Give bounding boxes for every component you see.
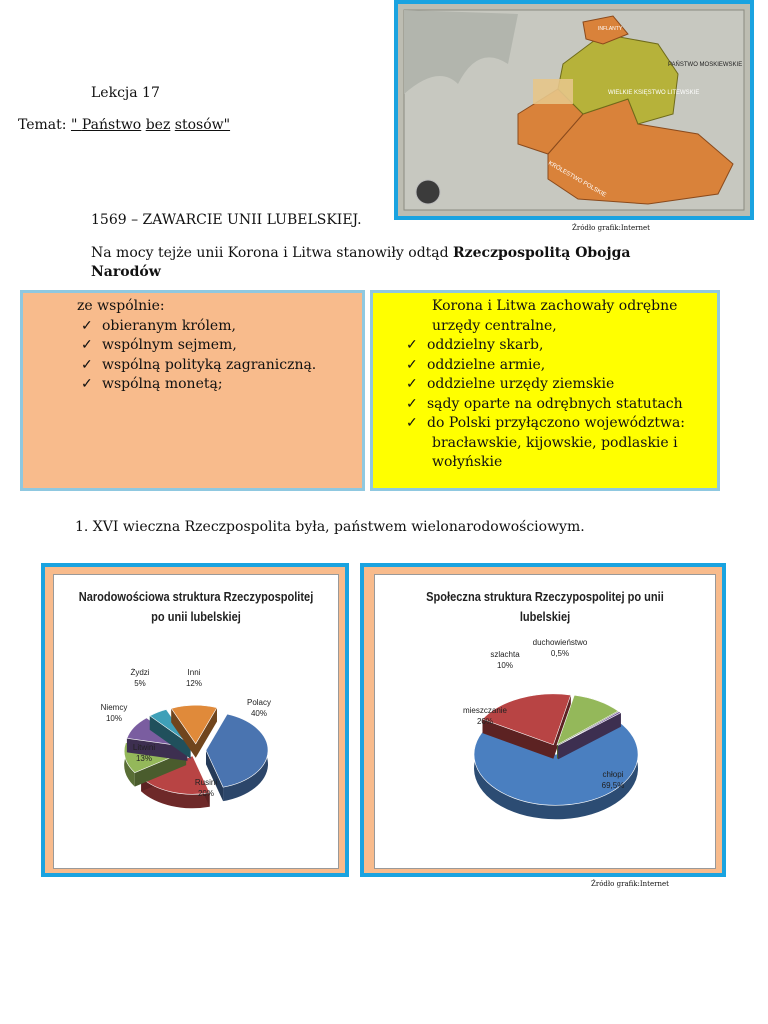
list-item: ✓ do Polski przyłączono województwa: (404, 414, 717, 434)
pie-label-category: Żydzi (130, 668, 150, 677)
pie-label-category: szlachta (490, 650, 520, 659)
pie-label-category: mieszczanie (462, 706, 508, 715)
list-item: ✓ wspólną monetą; (79, 375, 362, 395)
chart-title: Społeczna struktura Rzeczypospolitej po unii lubelskiej (426, 589, 664, 624)
map-image (394, 0, 754, 220)
question-1: 1. XVI wieczna Rzeczpospolita była, państwem wielonarodowościowym. (75, 519, 585, 535)
check-icon: ✓ (81, 376, 93, 392)
list-item: ✓ oddzielne armie, (404, 356, 717, 376)
topic-word-1: Państwo (81, 117, 142, 133)
check-icon: ✓ (81, 317, 93, 334)
union-description (91, 244, 691, 282)
union-name: Rzeczpospolitą Obojga Narodów (91, 245, 631, 280)
list-item: ✓ obieranym królem, (79, 317, 362, 337)
map-illustration (398, 4, 750, 216)
pie-label-category: Rusini (194, 778, 218, 787)
pie-label-value: 20% (476, 717, 494, 726)
map-label-poland: KRÓLESTWO POLSKIE (547, 160, 607, 199)
topic-quote-open: " (70, 117, 82, 133)
pie-label-value: 20% (197, 789, 215, 798)
pie-label-value: 5% (134, 679, 146, 688)
list-item: ✓ oddzielny skarb, (404, 336, 717, 356)
map-label-lithuania: WIELKIE KSIĘSTWO LITEWSKIE (608, 90, 700, 96)
chart-title: Narodowościowa struktura Rzeczypospolitej po unii lubelskiej (78, 589, 314, 624)
list-item: ✓ oddzielne urzędy ziemskie (404, 375, 717, 395)
check-icon: ✓ (406, 376, 418, 392)
pie-chart-social (375, 575, 715, 868)
check-icon: ✓ (81, 337, 93, 353)
union-date: 1569 – ZAWARCIE UNII LUBELSKIEJ. (91, 212, 362, 228)
social-chart-frame (360, 563, 726, 877)
pie-label-category: Litwini (132, 743, 156, 752)
pie-label-value: 13% (135, 754, 153, 763)
separate-features-box (370, 290, 720, 491)
pie-label-category: Niemcy (100, 703, 128, 712)
topic-word-3: stosów" (174, 117, 231, 133)
map-label-inflanty: INFLANTY (598, 26, 623, 32)
lesson-topic (18, 117, 230, 133)
union-text: Na mocy tejże unii Korona i Litwa stanowiły odtąd (91, 245, 454, 261)
pie-label-category: Polacy (246, 698, 272, 707)
topic-label: Temat: (18, 117, 67, 133)
charts-source: Źródło grafik:Internet (591, 880, 669, 888)
pie-label-value: 10% (105, 714, 123, 723)
pie-chart-nationality (54, 575, 338, 868)
check-icon: ✓ (406, 337, 418, 353)
map-source: Źródło grafik:Internet (572, 224, 650, 232)
pie-label-value: 10% (496, 661, 514, 670)
pie-label-value: 0,5% (550, 649, 570, 658)
pie-label-value: 40% (250, 709, 268, 718)
nationality-chart (53, 574, 339, 869)
pie-label-category: duchowieństwo (532, 638, 588, 647)
list-item: ✓ sądy oparte na odrębnych statutach (404, 395, 717, 415)
lesson-number: Lekcja 17 (91, 85, 160, 101)
check-icon: ✓ (406, 395, 418, 412)
map-label-moscow: PAŃSTWO MOSKIEWSKIE (668, 62, 743, 68)
social-chart (374, 574, 716, 869)
nationality-chart-frame (41, 563, 349, 877)
check-icon: ✓ (406, 356, 418, 373)
pie-label-value: 12% (185, 679, 203, 688)
topic-word-2: bez (145, 117, 171, 133)
common-features-box (20, 290, 365, 491)
list-item: ✓ wspólnym sejmem, (79, 336, 362, 356)
pie-label-value: 69,5% (601, 781, 625, 790)
check-icon: ✓ (81, 356, 93, 373)
common-lead: ze wspólnie: (77, 298, 165, 314)
voivodeships-list: bracławskie, kijowskie, podlaskie i wołyńskie (432, 434, 678, 470)
list-item: ✓ wspólną polityką zagraniczną. (79, 356, 362, 376)
check-icon: ✓ (406, 415, 418, 431)
pie-label-category: Inni (187, 668, 201, 677)
pie-label-category: chłopi (602, 770, 624, 779)
separate-lead: Korona i Litwa zachowały odrębne urzędy centralne, (432, 298, 678, 334)
